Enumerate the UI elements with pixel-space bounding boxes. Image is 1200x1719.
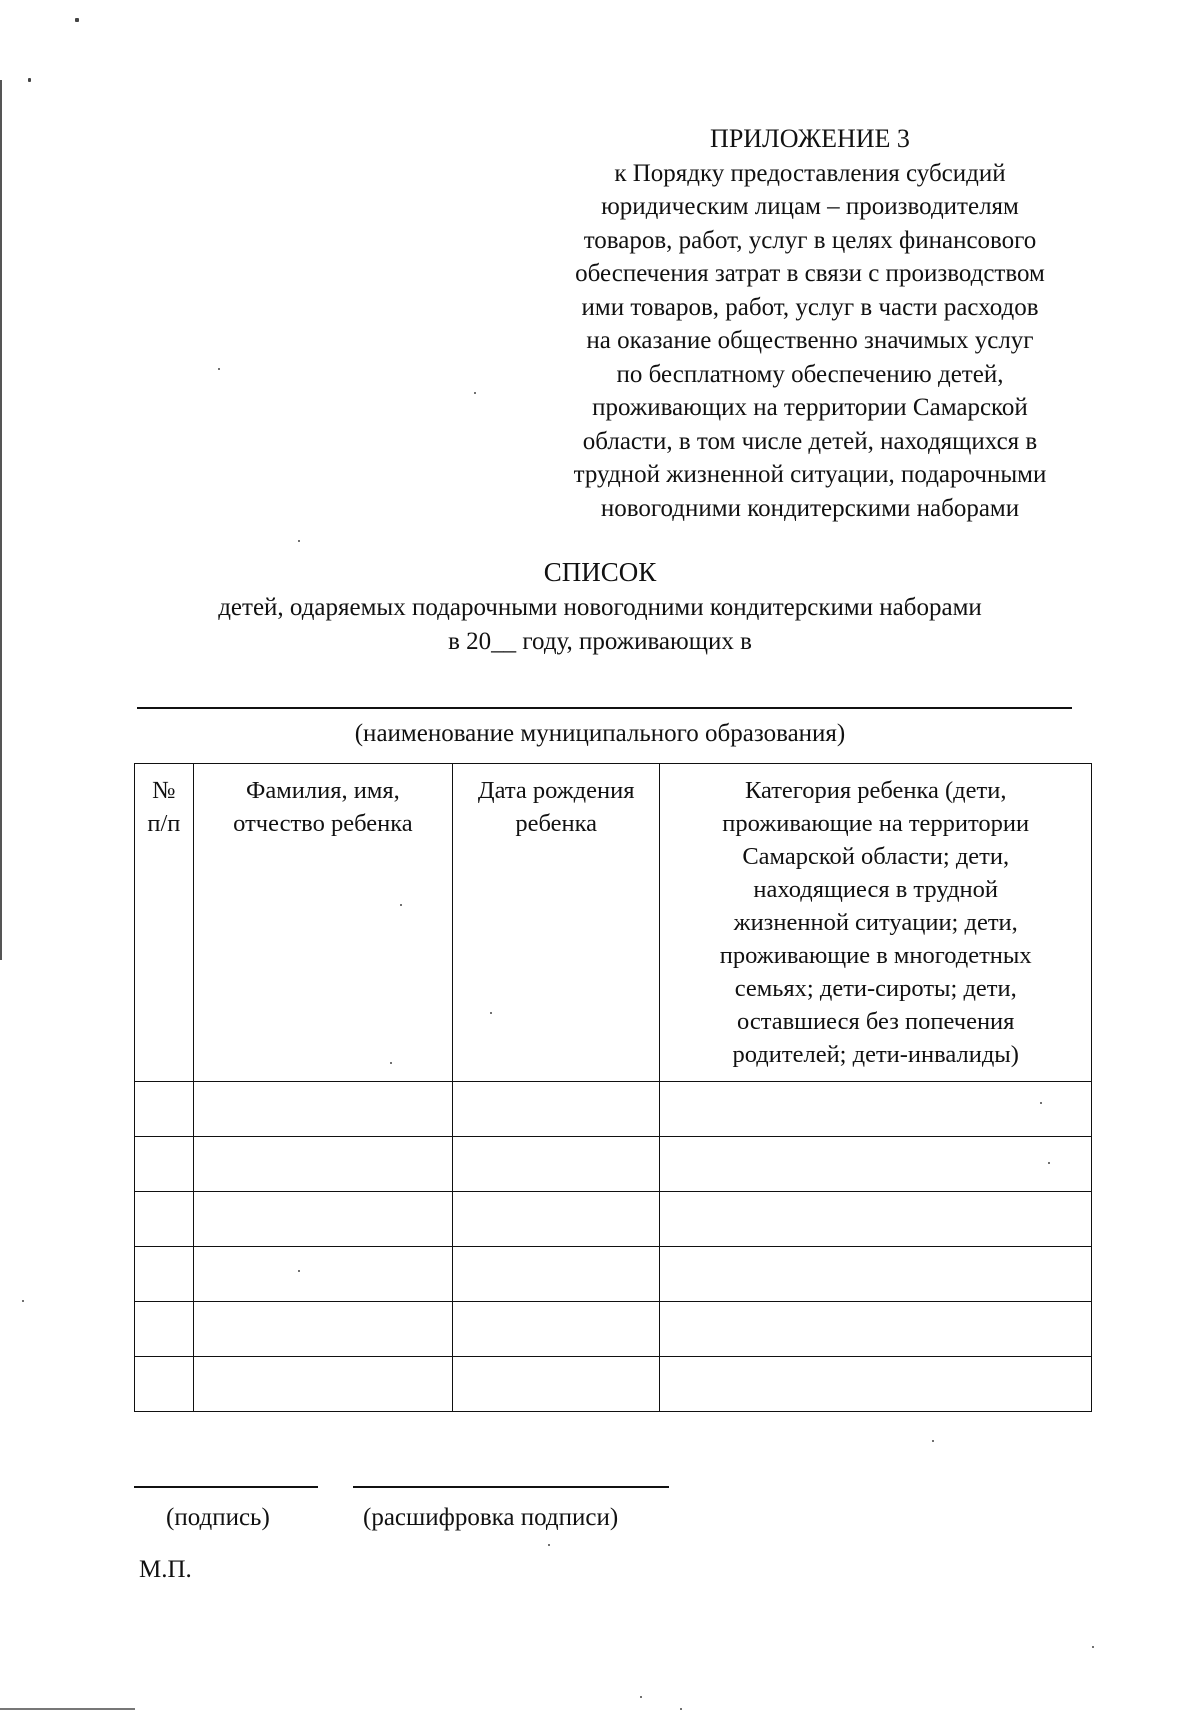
header-line: проживающие на территории bbox=[722, 810, 1030, 837]
scan-speck bbox=[640, 1696, 642, 1698]
children-list-table bbox=[134, 763, 1092, 1412]
table-body bbox=[135, 1082, 1092, 1412]
signature-caption: (подпись) bbox=[166, 1504, 270, 1531]
scan-speck bbox=[490, 1012, 492, 1014]
scan-speck bbox=[1092, 1646, 1094, 1648]
scan-speck bbox=[400, 904, 402, 906]
table-cell bbox=[193, 1247, 452, 1302]
municipality-caption: (наименование муниципального образования) bbox=[354, 720, 846, 747]
table-cell bbox=[193, 1302, 452, 1357]
municipality-fill-line bbox=[137, 707, 1072, 709]
appendix-line: новогодними кондитерскими наборами bbox=[600, 494, 1020, 522]
table-cell bbox=[193, 1192, 452, 1247]
signature-decoding-fill-line bbox=[353, 1486, 669, 1488]
header-line: родителей; дети-инвалиды) bbox=[732, 1041, 1019, 1068]
scan-speck bbox=[680, 1708, 682, 1710]
table-cell bbox=[660, 1302, 1092, 1357]
signature-fill-line bbox=[134, 1486, 318, 1488]
appendix-line: обеспечения затрат в связи с производством bbox=[575, 260, 1045, 287]
appendix-line: области, в том числе детей, находящихся в bbox=[582, 427, 1038, 455]
header-line: проживающие в многодетных bbox=[719, 942, 1032, 969]
appendix-header bbox=[520, 122, 1100, 525]
scan-edge-line bbox=[0, 80, 2, 960]
header-line: семьях; дети-сироты; дети, bbox=[734, 975, 1017, 1002]
header-line: отчество ребенка bbox=[233, 810, 413, 837]
table-row bbox=[135, 1137, 1092, 1192]
scan-speck bbox=[932, 1440, 934, 1442]
scan-speck bbox=[474, 392, 476, 394]
scan-speck bbox=[1048, 1162, 1050, 1164]
table-row bbox=[135, 1192, 1092, 1247]
table-cell bbox=[135, 1247, 194, 1302]
scan-speck bbox=[298, 540, 300, 542]
list-subtitle-line: в 20__ году, проживающих в bbox=[448, 627, 752, 655]
table-cell bbox=[193, 1082, 452, 1137]
list-title: СПИСОК bbox=[543, 557, 657, 587]
header-birth-date bbox=[452, 764, 659, 1082]
table-row bbox=[135, 1357, 1092, 1412]
scan-speck bbox=[22, 1300, 24, 1302]
table-cell bbox=[660, 1192, 1092, 1247]
header-number bbox=[135, 764, 194, 1082]
scan-bottom-line bbox=[0, 1708, 135, 1710]
table-cell bbox=[660, 1247, 1092, 1302]
table-row bbox=[135, 1082, 1092, 1137]
table-cell bbox=[452, 1357, 659, 1412]
header-full-name bbox=[193, 764, 452, 1082]
scan-speck bbox=[218, 368, 220, 370]
table-cell bbox=[660, 1357, 1092, 1412]
header-line: п/п bbox=[147, 810, 181, 837]
header-line: находящиеся в трудной bbox=[753, 876, 999, 903]
stamp-place-label: М.П. bbox=[139, 1556, 192, 1583]
appendix-line: юридическим лицам – производителям bbox=[601, 193, 1019, 220]
table-cell bbox=[452, 1082, 659, 1137]
table-cell bbox=[135, 1302, 194, 1357]
scan-speck bbox=[1040, 1102, 1042, 1104]
scan-speck bbox=[390, 1062, 392, 1064]
scan-speck bbox=[75, 18, 79, 22]
table-cell bbox=[135, 1082, 194, 1137]
appendix-line: по бесплатному обеспечению детей, bbox=[616, 360, 1004, 388]
appendix-line: проживающих на территории Самарской bbox=[592, 394, 1028, 421]
appendix-line: на оказание общественно значимых услуг bbox=[586, 327, 1034, 354]
header-line: Фамилия, имя, bbox=[246, 777, 400, 804]
header-line: Самарской области; дети, bbox=[742, 843, 1010, 870]
header-line: жизненной ситуации; дети, bbox=[733, 909, 1018, 936]
appendix-line: к Порядку предоставления субсидий bbox=[614, 159, 1006, 187]
appendix-title: ПРИЛОЖЕНИЕ 3 bbox=[710, 124, 910, 153]
header-line: ребенка bbox=[515, 810, 598, 837]
scan-speck bbox=[28, 78, 31, 82]
list-subtitle-line: детей, одаряемых подарочными новогодними кондитерскими наборами bbox=[218, 594, 982, 621]
table-cell bbox=[452, 1137, 659, 1192]
appendix-line: ими товаров, работ, услуг в части расходов bbox=[581, 293, 1039, 321]
table-cell bbox=[660, 1082, 1092, 1137]
header-category bbox=[660, 764, 1092, 1082]
appendix-text bbox=[520, 157, 1100, 526]
header-line: Категория ребенка (дети, bbox=[744, 777, 1007, 804]
table-cell bbox=[135, 1357, 194, 1412]
table-cell bbox=[135, 1137, 194, 1192]
table-row bbox=[135, 1247, 1092, 1302]
appendix-line: трудной жизненной ситуации, подарочными bbox=[573, 461, 1047, 488]
list-subtitle bbox=[0, 591, 1200, 658]
table-header-row bbox=[135, 764, 1092, 1082]
scan-speck bbox=[548, 1544, 550, 1546]
scan-speck bbox=[298, 1270, 300, 1272]
table-cell bbox=[660, 1137, 1092, 1192]
table-cell bbox=[452, 1247, 659, 1302]
appendix-line: товаров, работ, услуг в целях финансового bbox=[583, 226, 1037, 254]
header-line: Дата рождения bbox=[477, 777, 635, 804]
table-cell bbox=[452, 1302, 659, 1357]
table-cell bbox=[135, 1192, 194, 1247]
table-row bbox=[135, 1302, 1092, 1357]
header-line: № bbox=[152, 777, 176, 804]
table-cell bbox=[193, 1357, 452, 1412]
header-line: оставшиеся без попечения bbox=[736, 1008, 1015, 1035]
signature-decoding-caption: (расшифровка подписи) bbox=[363, 1504, 619, 1531]
table-cell bbox=[452, 1192, 659, 1247]
table-cell bbox=[193, 1137, 452, 1192]
